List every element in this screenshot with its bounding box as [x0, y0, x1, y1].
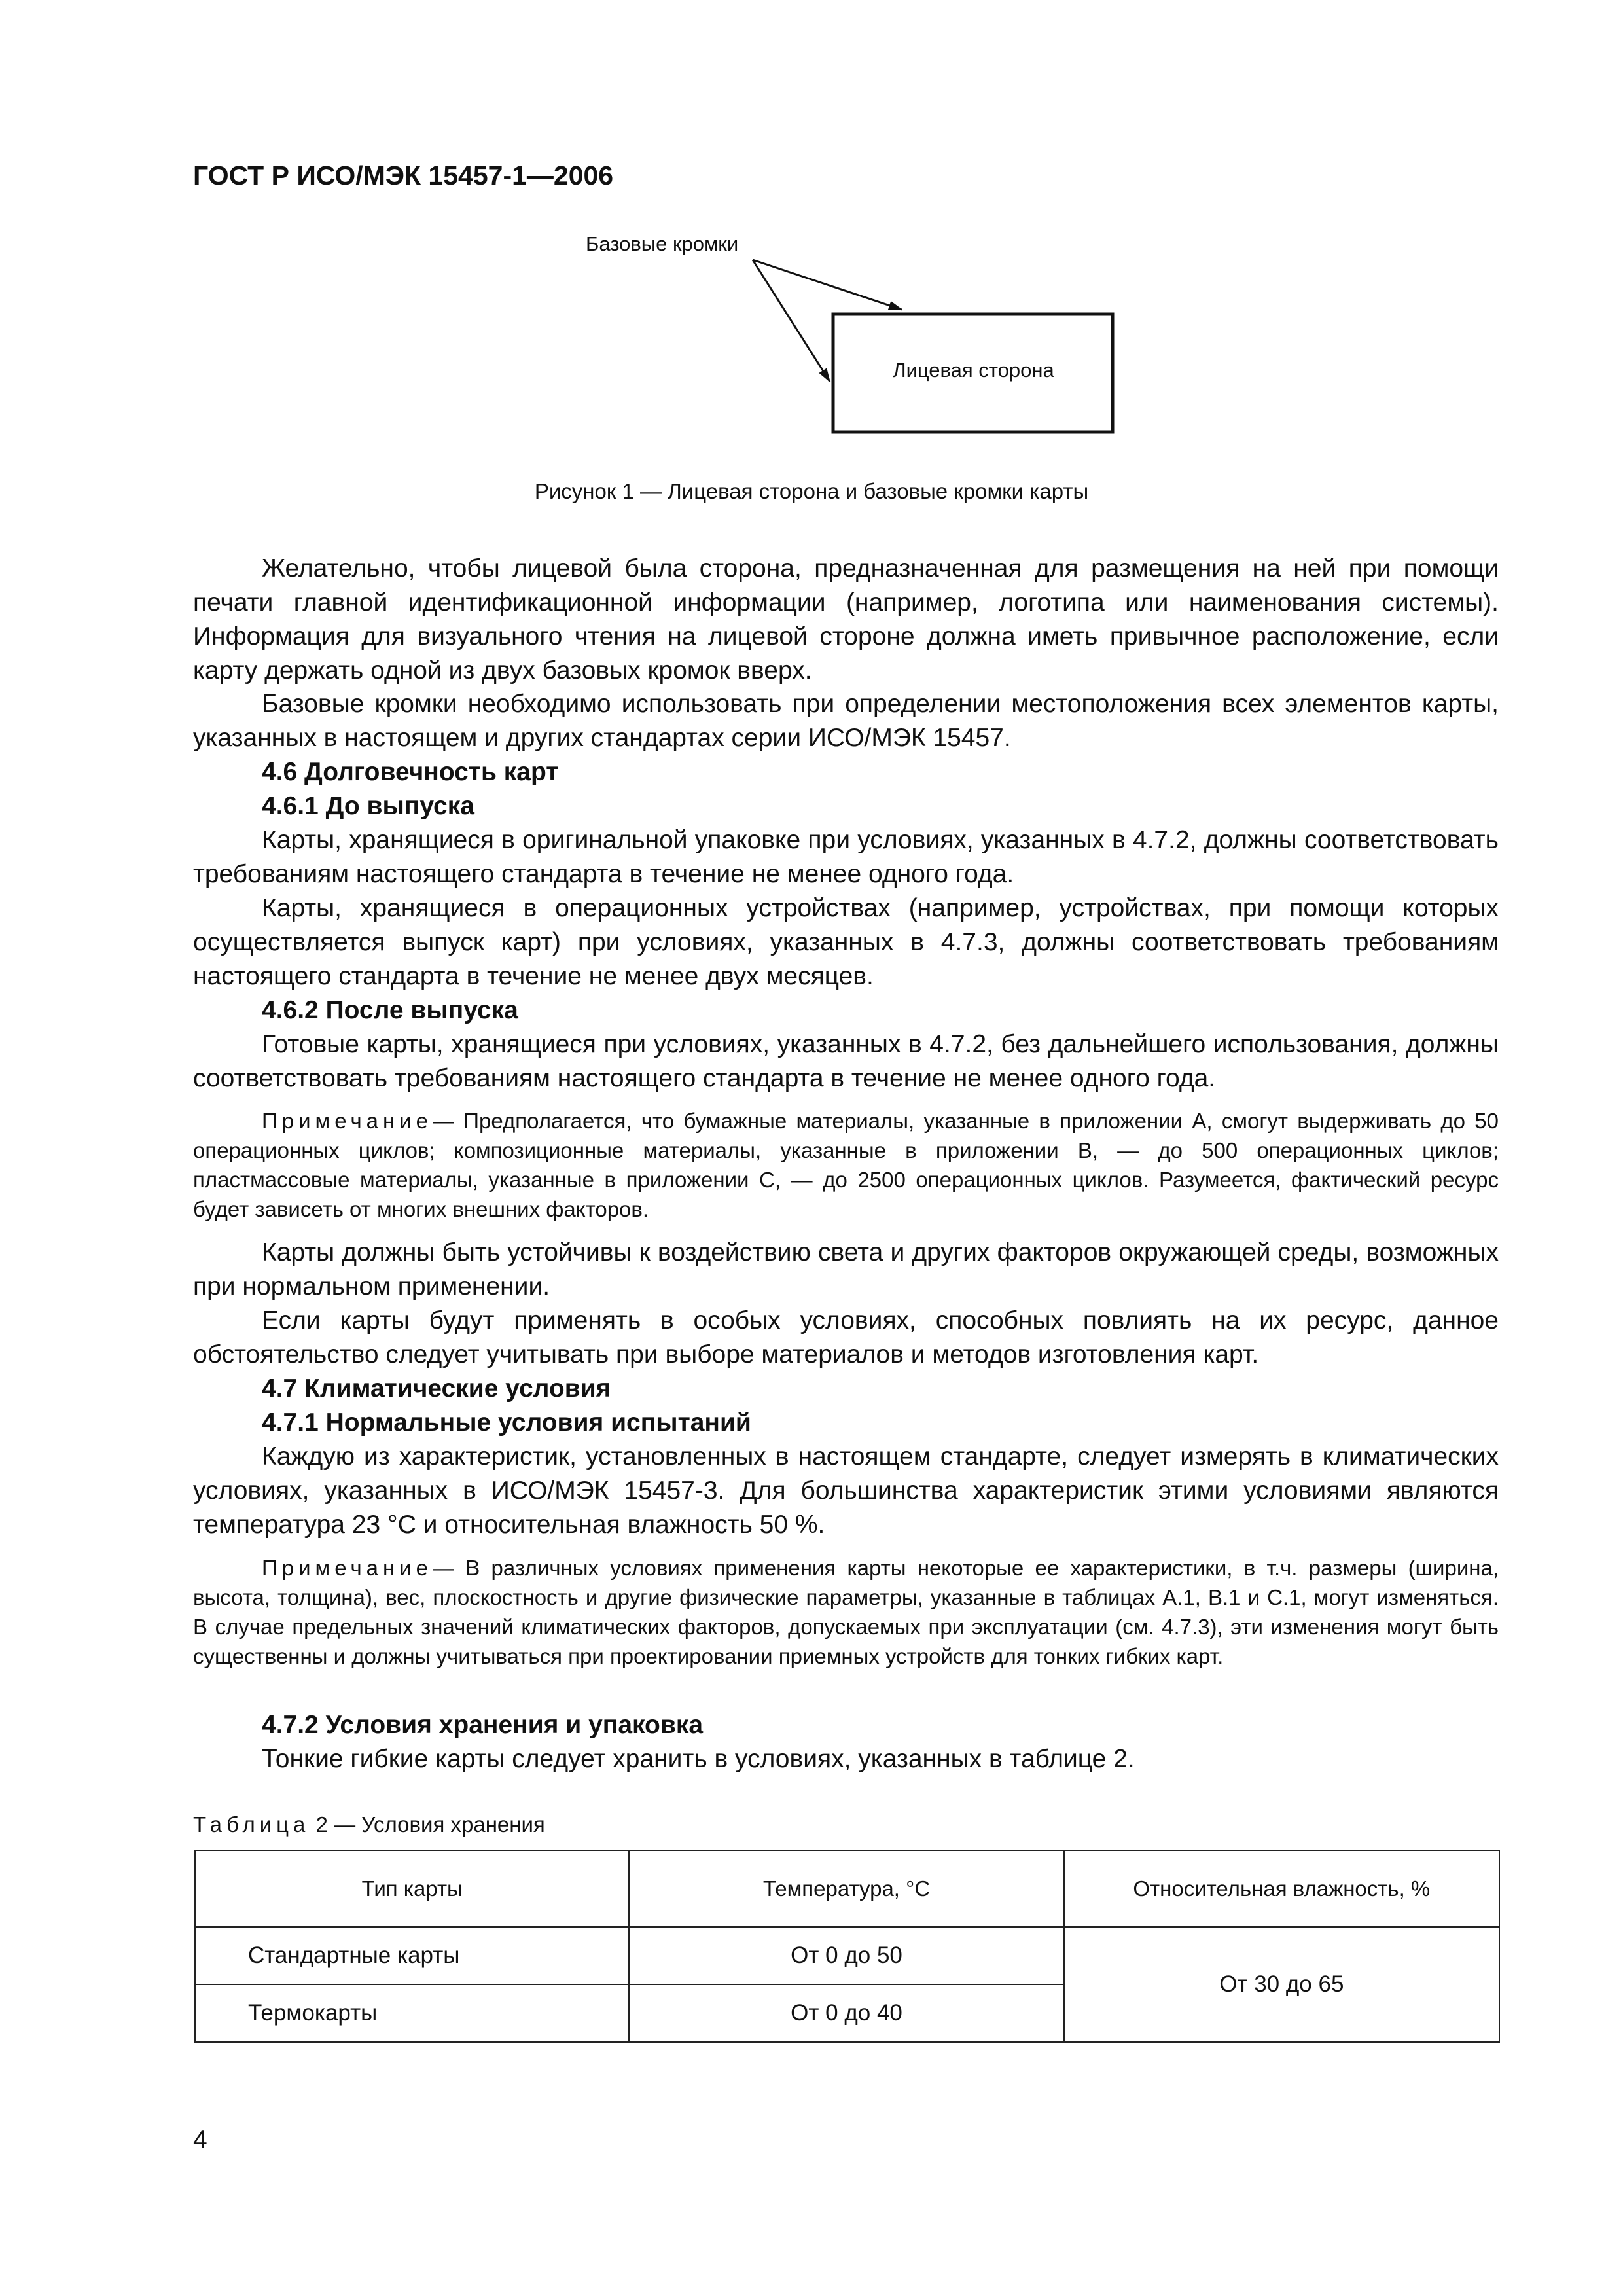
note-text: — В различных условиях применения карты некоторые ее характеристики, в т.ч. размеры (ширина, высота, толщина), вес, плоскостность и другие физические параметры, указанные в таблицах А.1, В.1 и С.1, могут изменяться. В случае предельных значений климатических факторов, допускаемых при эксплуатации (см. 4.7.3), эти изменения могут быть существенны и должны учитываться при проектировании приемных устройств для тонких гибких карт.	[193, 1556, 1499, 1668]
table-caption	[193, 1812, 545, 1837]
paragraph: Карты, хранящиеся в операционных устройствах (например, устройствах, при помощи которых осуществляется выпуск карт) при условиях, указанных в 4.7.3, должны соответствовать требованиям настоящего стандарта в течение не менее двух месяцев.	[193, 894, 1499, 990]
column-header-temperature: Температура, °С	[629, 1850, 1063, 1927]
section-heading-4-6-2: 4.6.2 После выпуска	[262, 996, 518, 1024]
section-heading-4-7: 4.7 Климатические условия	[262, 1374, 611, 1403]
figure-label-reference-edges: Базовые кромки	[586, 232, 739, 255]
note-2	[193, 1553, 1499, 1671]
arrow-to-top-edge	[753, 260, 902, 310]
paragraph: Тонкие гибкие карты следует хранить в условиях, указанных в таблице 2.	[262, 1745, 1135, 1773]
paragraph: Желательно, чтобы лицевой была сторона, предназначенная для размещения на ней при помощи печати главной идентификационной информации (например, логотипа или наименования системы). Информация для визуального чтения на лицевой стороне должна иметь привычное расположение, если карту держать одной из двух базовых кромок вверх.	[193, 554, 1499, 685]
cell-temperature: От 0 до 50	[629, 1927, 1063, 1984]
section-heading-4-6: 4.6 Долговечность карт	[262, 758, 559, 786]
table-row	[195, 1927, 1499, 1984]
note-label: Примечание	[262, 1556, 433, 1580]
column-header-humidity: Относительная влажность, %	[1064, 1850, 1499, 1927]
document-header: ГОСТ Р ИСО/МЭК 15457-1—2006	[193, 160, 614, 190]
note-label: Примечание	[262, 1109, 433, 1133]
paragraph: Готовые карты, хранящиеся при условиях, указанных в 4.7.2, без дальнейшего использования, должны соответствовать требованиям настоящего стандарта в течение не менее одного года.	[193, 1030, 1499, 1092]
cell-card-type: Термокарты	[195, 1984, 629, 2042]
note-text: — Предполагается, что бумажные материалы, указанные в приложении А, смогут выдерживать до 50 операционных циклов; композиционные материалы, указанные в приложении В, — до 500 операционных циклов; пластмассовые материалы, указанные в приложении С, — до 2500 операционных циклов. Разумеется, фактический ресурс будет зависеть от многих внешних факторов.	[193, 1109, 1499, 1221]
paragraph: Базовые кромки необходимо использовать при определении местоположения всех элементов карты, указанных в настоящем и других стандартах серии ИСО/МЭК 15457.	[193, 690, 1499, 752]
cell-temperature: От 0 до 40	[629, 1984, 1063, 2042]
figure-1-diagram	[0, 0, 1623, 458]
figure-box-text: Лицевая сторона	[893, 359, 1054, 382]
table-caption-label: Таблица	[193, 1812, 310, 1837]
paragraph: Каждую из характеристик, установленных в настоящем стандарте, следует измерять в климатических условиях, указанных в ИСО/МЭК 15457-3. Для большинства характеристик этими условиями являются температура 23 °С и относительная влажность 50 %.	[193, 1443, 1499, 1539]
table-header-row	[195, 1850, 1499, 1927]
figure-caption: Рисунок 1 — Лицевая сторона и базовые кромки карты	[534, 479, 1089, 503]
note-1	[193, 1106, 1499, 1224]
table-caption-text: 2 — Условия хранения	[315, 1812, 545, 1837]
paragraph: Карты, хранящиеся в оригинальной упаковке при условиях, указанных в 4.7.2, должны соответствовать требованиям настоящего стандарта в течение не менее одного года.	[193, 826, 1499, 888]
section-heading-4-6-1: 4.6.1 До выпуска	[262, 792, 474, 820]
cell-humidity: От 30 до 65	[1064, 1927, 1499, 2042]
column-header-card-type: Тип карты	[195, 1850, 629, 1927]
section-heading-4-7-2: 4.7.2 Условия хранения и упаковка	[262, 1711, 704, 1739]
paragraph: Карты должны быть устойчивы к воздействию света и других факторов окружающей среды, возможных при нормальном применении.	[193, 1238, 1499, 1300]
arrow-to-left-edge	[753, 260, 830, 382]
page-number: 4	[193, 2126, 207, 2154]
storage-conditions-table	[194, 1850, 1500, 2043]
section-heading-4-7-1: 4.7.1 Нормальные условия испытаний	[262, 1408, 751, 1437]
cell-card-type: Стандартные карты	[195, 1927, 629, 1984]
paragraph: Если карты будут применять в особых условиях, способных повлиять на их ресурс, данное обстоятельство следует учитывать при выборе материалов и методов изготовления карт.	[193, 1306, 1499, 1369]
